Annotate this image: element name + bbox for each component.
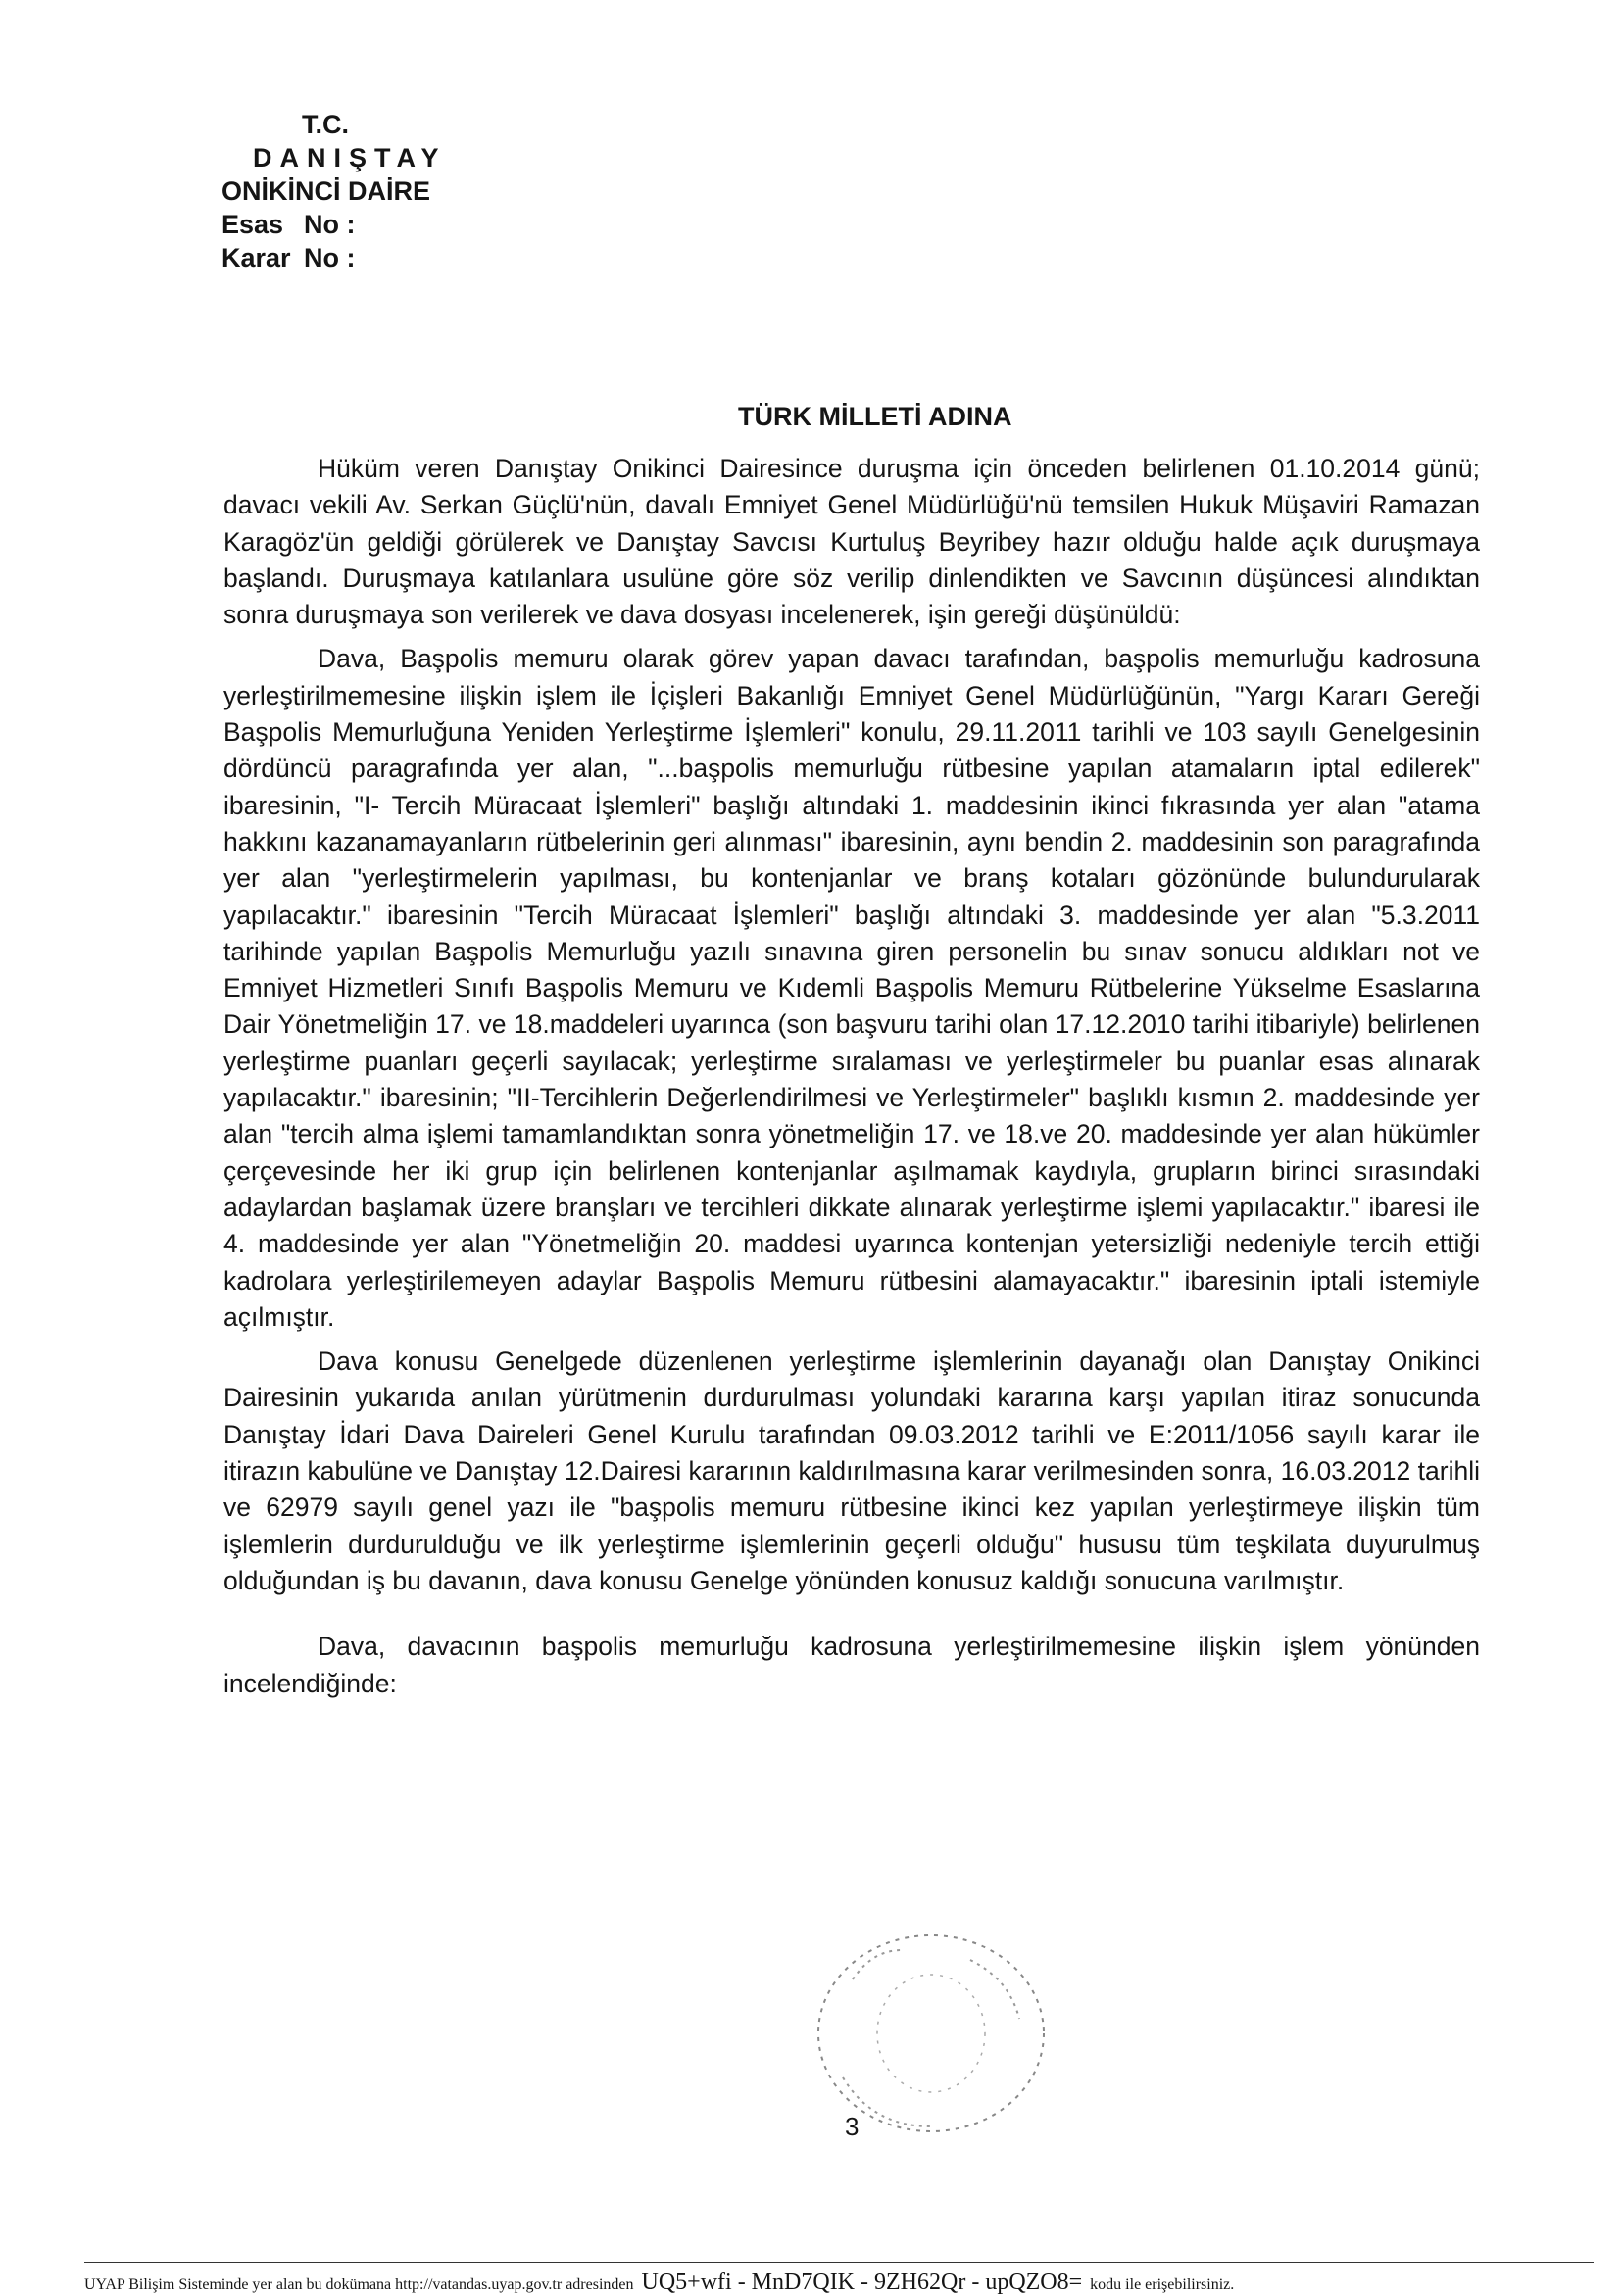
esas-label: Esas	[221, 210, 284, 239]
karar-value: No :	[304, 243, 356, 272]
document-header	[221, 108, 447, 274]
page-number: 3	[845, 2112, 860, 2141]
seal-stamp	[784, 1921, 1068, 2156]
footer-divider	[84, 2262, 1594, 2263]
header-tc: T.C.	[302, 110, 350, 139]
footer-access-code: UQ5+wfi - MnD7QIK - 9ZH62Qr - upQZO8=	[641, 2270, 1083, 2295]
karar-label: Karar	[221, 243, 291, 272]
paragraph-1: Hüküm veren Danıştay Onikinci Dairesince duruşma için önceden belirlenen 01.10.2014 günü; davacı vekili Av. Serkan Güçlü'nün, davalı Emniyet Genel Müdürlüğü'nü temsilen Hukuk Müşaviri Ramazan Karagöz'ün geldiği görülerek ve Danıştay Savcısı Kurtuluş Beyribey hazır olduğu halde açık duruşmaya başlandı. Duruşmaya katılanlara usulüne göre söz verilip dinlendikten ve Savcının düşüncesi alındıktan sonra duruşmaya son verilerek ve dava dosyası incelenerek, işin gereği düşünüldü:	[223, 454, 1480, 630]
header-esas	[221, 208, 447, 241]
document-body	[223, 451, 1480, 1710]
paragraph-3: Dava konusu Genelgede düzenlenen yerleştirme işlemlerinin dayanağı olan Danıştay Onikinci Dairesinin yukarıda anılan yürütmenin durdurulması yolundaki kararına karşı yapılan itiraz sonucunda Danıştay İdari Dava Daireleri Genel Kurulu tarafından 09.03.2012 tarihli ve E:2011/1056 sayılı karar ile itirazın kabulüne ve Danıştay 12.Dairesi kararının kaldırılmasına karar verilmesinden sonra, 16.03.2012 tarihli ve 62979 sayılı genel yazı ile "başpolis memuru rütbesine ikinci kez yapılan yerleştirmeye ilişkin tüm işlemlerin durdurulduğu ve ilk yerleştirme işlemlerinin geçerli olduğu" hususu tüm teşkilata duyurulmuş olduğundan iş bu davanın, dava konusu Genelge yönünden konusuz kaldığı sonucuna varılmıştır.	[223, 1346, 1480, 1595]
header-chamber: ONİKİNCİ DAİRE	[221, 176, 431, 206]
paragraph-4: Dava, davacının başpolis memurluğu kadrosuna yerleştirilmemesine ilişkin işlem yönünden incelendiğinde:	[223, 1632, 1480, 1698]
esas-value: No :	[304, 210, 356, 239]
footer-text-after: kodu ile erişebilirsiniz.	[1090, 2276, 1235, 2293]
paragraph-2: Dava, Başpolis memuru olarak görev yapan davacı tarafından, başpolis memurluğu kadrosuna yerleştirilmemesine ilişkin işlem ile İçişleri Bakanlığı Emniyet Genel Müdürlüğünün, "Yargı Kararı Gereği Başpolis Memurluğuna Yeniden Yerleştirme İşlemleri" konulu, 29.11.2011 tarihli ve 103 sayılı Genelgesinin dördüncü paragrafında yer alan, "...başpolis memurluğu rütbesine yapılan atamaların iptal edilerek" ibaresinin, "I- Tercih Müracaat İşlemleri" başlığı altındaki 1. maddesinin ikinci fıkrasında yer alan "atama hakkını kazanamayanların rütbelerinin geri alınması" ibaresinin, aynı bendin 2. maddesinin son paragrafında yer alan "yerleştirmelerin yapılması, bu kontenjanlar ve branş kotaları gözönünde bulundurularak yapılacaktır." ibaresinin "Tercih Müracaat İşlemleri" başlığı altındaki 3. maddesinde yer alan "5.3.2011 tarihinde yapılan Başpolis Memurluğu yazılı sınavına giren personelin bu sınav sonucu aldıkları not ve Emniyet Hizmetleri Sınıfı Başpolis Memuru ve Kıdemli Başpolis Memuru Rütbelerine Yükselme Esaslarına Dair Yönetmeliğin 17. ve 18.maddeleri uyarınca (son başvuru tarihi olan 17.12.2010 tarihi itibariyle) belirlenen yerleştirme puanları geçerli sayılacak; yerleştirme sıralaması ve yerleştirmeler bu puanlar esas alınarak yapılacaktır." ibaresinin; "II-Tercihlerin Değerlendirilmesi ve Yerleştirmeler" başlıklı kısmın 2. maddesinde yer alan "tercih alma işlemi tamamlandıktan sonra yönetmeliğin 17. ve 18.ve 20. maddesinde yer alan hükümler çerçevesinde her iki grup için belirlenen kontenjanlar aşılmamak kaydıyla, grupların birinci sırasındaki adaylardan başlamak üzere branşları ve tercihleri dikkate alınarak yerleştirme işlemi yapılacaktır." ibaresi ile 4. maddesinde yer alan "Yönetmeliğin 20. maddesi uyarınca kontenjan yetersizliği nedeniyle tercih ettiği kadrolara yerleştirilemeyen adaylar Başpolis Memuru rütbesini alamayacaktır." ibaresinin iptali istemiyle açılmıştır.	[223, 644, 1480, 1332]
header-karar	[221, 241, 447, 274]
footer-text-before: UYAP Bilişim Sisteminde yer alan bu dokümana http://vatandas.uyap.gov.tr adresinden	[84, 2276, 634, 2293]
header-court: DANIŞTAY	[253, 143, 447, 172]
document-title: TÜRK MİLLETİ ADINA	[738, 402, 1012, 431]
